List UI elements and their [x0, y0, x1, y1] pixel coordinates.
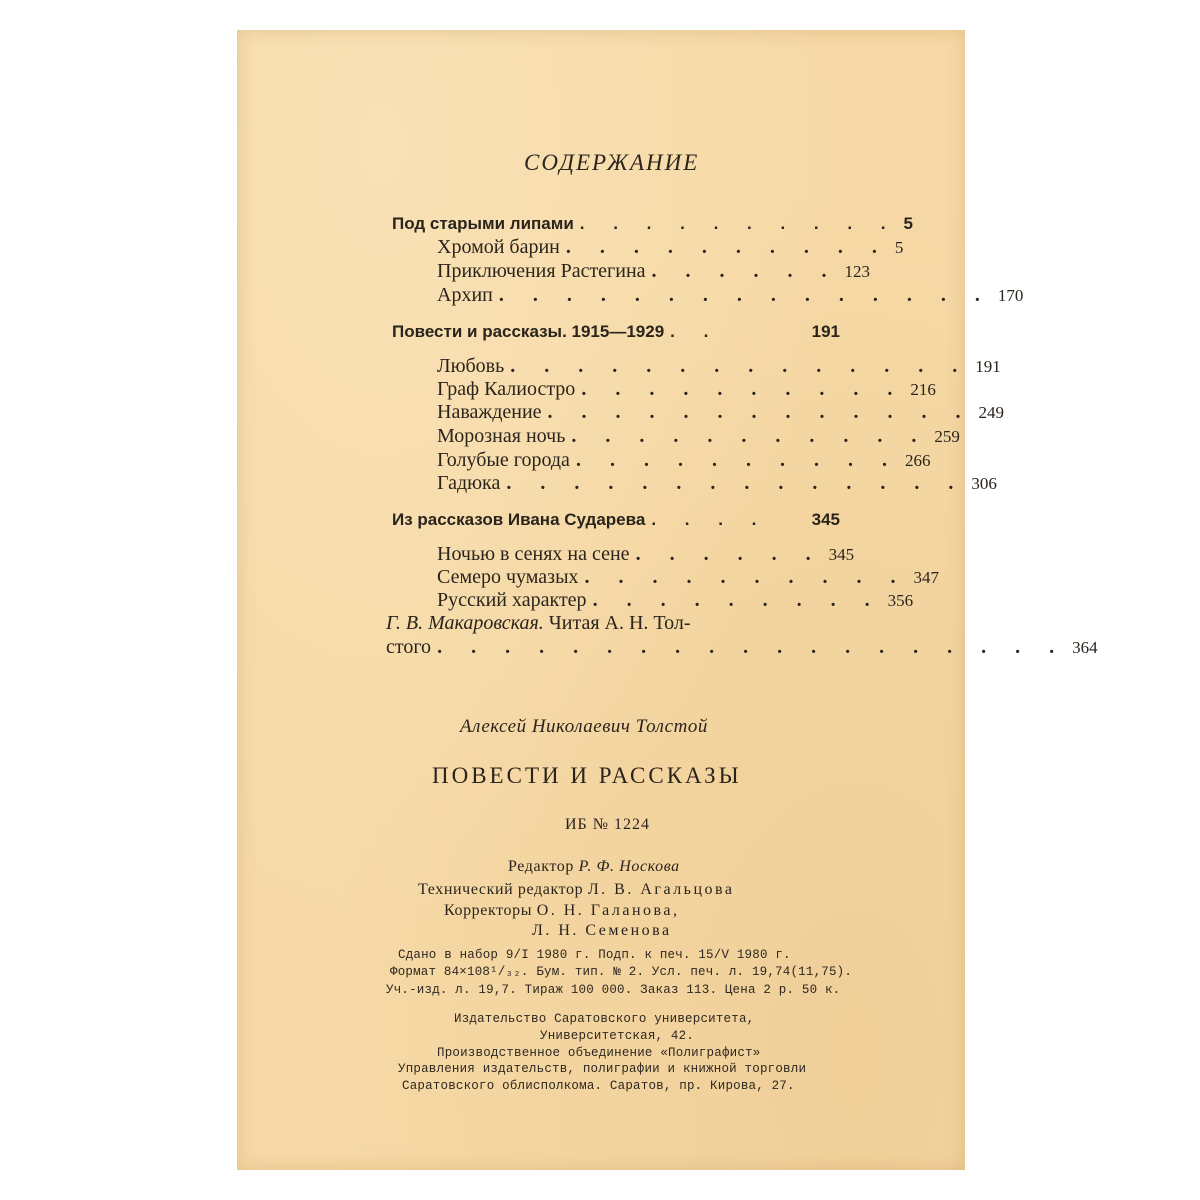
toc-item [437, 425, 960, 449]
toc-item [437, 401, 1005, 425]
toc-afterword-line2 [386, 636, 1098, 660]
toc-leader-dots: . . . . . . . . . [592, 589, 882, 611]
toc-item-title: Наваждение [437, 401, 542, 423]
toc-page-number: 191 [811, 322, 840, 341]
credit-names: Л. В. Агальцова [587, 881, 735, 898]
toc-leader-dots: . . . . . . . . . . . . . . [506, 472, 966, 494]
toc-item-title: Гадюка [437, 472, 501, 494]
publisher-line: Издательство Саратовского университета, [454, 1012, 755, 1026]
toc-item-title: Архип [437, 284, 493, 306]
credit-role: Редактор [508, 858, 574, 875]
publisher-line: Университетская, 42. [540, 1029, 695, 1043]
credit-role: Технический редактор [418, 881, 584, 898]
toc-page-number: 306 [971, 474, 997, 493]
toc-page-number: 259 [934, 427, 960, 446]
toc-leader-dots: . . . . . . . . . . [579, 214, 898, 233]
toc-item [437, 543, 855, 567]
credit-names: О. Н. Галанова, [536, 902, 680, 919]
toc-leader-dots: . . . . [651, 510, 769, 529]
printer-line: Саратовского облисполкома. Саратов, пр. Кирова, 27. [402, 1079, 795, 1093]
imprint-title: ПОВЕСТИ И РАССКАЗЫ [432, 763, 742, 788]
toc-page-number: 364 [1072, 638, 1098, 657]
toc-item-title: Ночью в сенях на сене [437, 543, 630, 565]
toc-item [437, 472, 997, 496]
toc-section-title: Под старыми липами [392, 214, 574, 233]
toc-item [437, 355, 1001, 379]
toc-page-number: 191 [975, 357, 1001, 376]
toc-leader-dots: . . . . . . . . . . . . . . . [498, 284, 992, 306]
credit-role: Корректоры [444, 902, 533, 919]
toc-page-number: 123 [844, 262, 871, 281]
toc-heading: СОДЕРЖАНИЕ [524, 150, 700, 175]
toc-leader-dots: . . [670, 322, 721, 341]
toc-item-title: Любовь [437, 355, 505, 377]
toc-afterword-author: Г. В. Макаровская. [386, 612, 544, 634]
credit-tech-editor [418, 881, 734, 899]
toc-page-number: 356 [887, 591, 914, 610]
toc-page-number: 249 [978, 403, 1005, 422]
imprint-ib-number: ИБ № 1224 [565, 816, 651, 833]
toc-page-number: 5 [894, 238, 904, 257]
toc-item-title: Русский характер [437, 589, 587, 611]
credit-proofreaders [444, 902, 679, 920]
toc-item [437, 566, 940, 590]
toc-leader-dots: . . . . . . . . . . . . . . . . . . . [437, 636, 1067, 658]
credit-editor [508, 858, 680, 876]
toc-item-title: Граф Калиостро [437, 378, 576, 400]
toc-item-title: Хромой барин [437, 236, 560, 258]
toc-leader-dots: . . . . . . [635, 543, 823, 565]
toc-item-title: Семеро чумазых [437, 566, 579, 588]
toc-item [437, 260, 871, 284]
toc-item-title: Приключения Растегина [437, 260, 646, 282]
toc-afterword-line1 [386, 612, 691, 635]
imprint-author: Алексей Николаевич Толстой [460, 716, 708, 737]
printer-line: Производственное объединение «Полиграфист» [437, 1046, 761, 1060]
credit-names: Р. Ф. Носкова [578, 858, 680, 875]
credit-names: Л. Н. Семенова [532, 922, 672, 939]
toc-leader-dots: . . . . . . . . . . [565, 236, 889, 258]
toc-section-1 [392, 214, 913, 238]
print-details-line: Уч.-изд. л. 19,7. Тираж 100 000. Заказ 113. Цена 2 р. 50 к. [386, 983, 841, 997]
toc-item [437, 589, 914, 613]
toc-leader-dots: . . . . . . . . . . [575, 449, 899, 471]
toc-section-title: Из рассказов Ивана Сударева [392, 510, 646, 529]
toc-section-2 [392, 322, 840, 346]
toc-item [437, 284, 1024, 308]
toc-leader-dots: . . . . . . . . . . . . . [547, 401, 973, 423]
toc-leader-dots: . . . . . . . . . . [584, 566, 908, 588]
toc-page-number: 347 [913, 568, 940, 587]
toc-item [437, 378, 936, 402]
toc-section-3 [392, 510, 840, 534]
print-details-line: Формат 84×108¹/₃₂. Бум. тип. № 2. Усл. печ. л. 19,74(11,75). [390, 965, 853, 979]
toc-afterword-title: Читая А. Н. Тол- [548, 612, 691, 634]
toc-item [437, 236, 904, 260]
printer-line: Управления издательств, полиграфии и книжной торговли [398, 1062, 807, 1076]
toc-page-number: 345 [811, 510, 840, 529]
toc-page-number: 345 [828, 545, 855, 564]
toc-afterword-title-cont: стого [386, 636, 432, 658]
toc-leader-dots: . . . . . . . . . . [581, 378, 905, 400]
credit-proofreader-2 [532, 922, 672, 940]
toc-leader-dots: . . . . . . . . . . . . . . [510, 355, 970, 377]
toc-item-title: Морозная ночь [437, 425, 566, 447]
toc-leader-dots: . . . . . . . . . . . [571, 425, 929, 447]
toc-item [437, 449, 931, 473]
toc-page-number: 170 [997, 286, 1024, 305]
toc-leader-dots: . . . . . . [651, 260, 839, 282]
print-details-line: Сдано в набор 9/I 1980 г. Подп. к печ. 15/V 1980 г. [398, 948, 791, 962]
toc-page-number: 266 [904, 451, 931, 470]
toc-page-number: 216 [910, 380, 936, 399]
toc-item-title: Голубые города [437, 449, 570, 471]
toc-section-title: Повести и рассказы. 1915—1929 [392, 322, 665, 341]
toc-page-number: 5 [903, 214, 913, 233]
